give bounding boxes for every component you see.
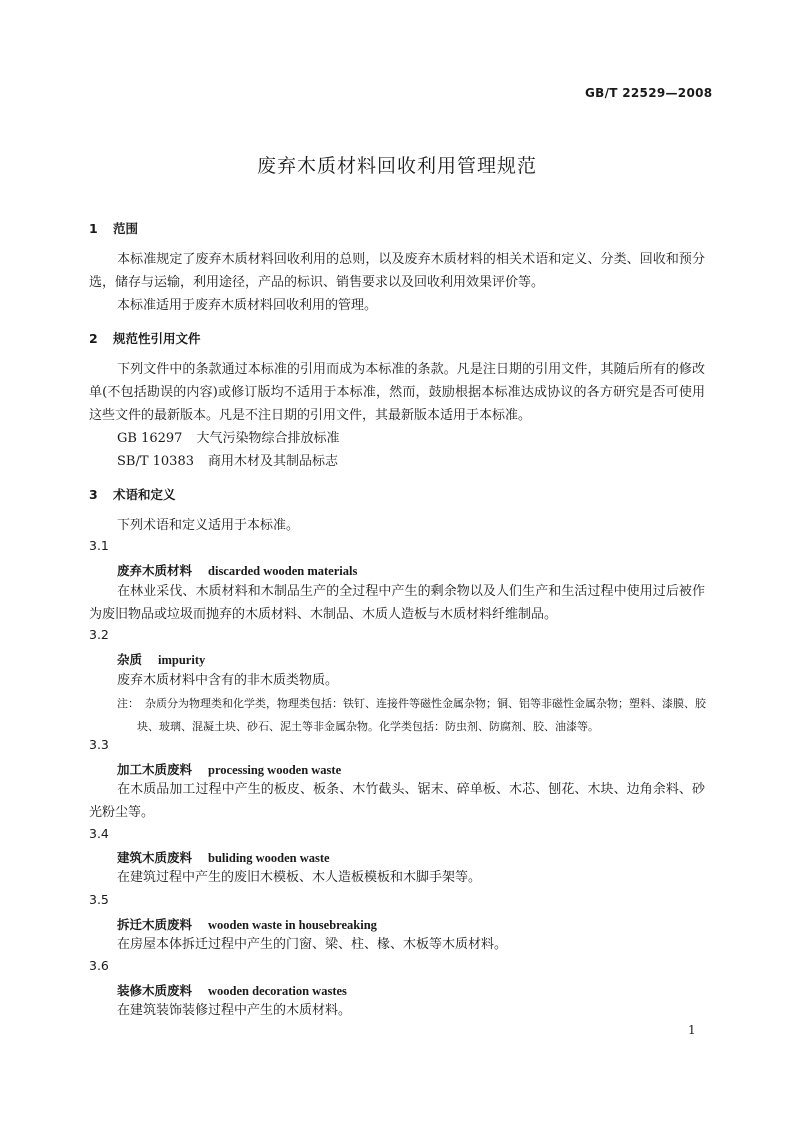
reference-item <box>117 427 339 450</box>
term-chinese: 建筑木质废料 <box>117 850 193 865</box>
section-title: 范围 <box>113 221 139 236</box>
clause-number: 3.1 <box>89 538 109 553</box>
term-chinese: 装修木质废料 <box>117 983 193 998</box>
term-entry <box>117 561 357 579</box>
note-text: 块、玻璃、混凝土块、砂石、泥土等非金属杂物。化学类包括：防虫剂、防腐剂、胶、油漆等。 <box>137 720 599 733</box>
clause-number: 3.4 <box>89 826 109 841</box>
term-entry <box>117 650 205 668</box>
clause-number: 3.3 <box>89 737 109 752</box>
paragraph-text: 本标准适用于废弃木质材料回收利用的管理。 <box>117 298 378 313</box>
term-definition <box>89 580 705 626</box>
reference-name: 大气污染物综合排放标准 <box>196 431 340 446</box>
note-block <box>117 692 705 738</box>
section-1-paragraph-1 <box>89 248 705 294</box>
note-line <box>117 692 705 715</box>
clause-number: 3.6 <box>89 958 109 973</box>
section-2-heading <box>89 329 201 347</box>
term-entry <box>117 760 341 778</box>
section-1-paragraph-2 <box>89 294 705 317</box>
paragraph-text: 本标准规定了废弃木质材料回收利用的总则，以及废弃木质材料的相关术语和定义、分类、回收和预分选，储存与运输，利用途径，产品的标识、销售要求以及回收利用效果评价等。 <box>89 252 705 290</box>
term-definition: 在建筑装饰装修过程中产生的木质材料。 <box>117 1003 352 1018</box>
term-english: wooden waste in housebreaking <box>208 918 377 932</box>
term-chinese: 杂质 <box>117 652 143 667</box>
section-2-paragraph-1 <box>89 358 705 427</box>
definition-text: 在林业采伐、木质材料和木制品生产的全过程中产生的剩余物以及人们生产和生活过程中使用过后被作为废旧物品或垃圾而抛弃的木质材料、木制品、木质人造板与木质材料纤维制品。 <box>89 584 705 622</box>
reference-code: SB/T 10383 <box>117 454 194 469</box>
term-english: wooden decoration wastes <box>208 984 347 998</box>
standard-number: GB/T 22529—2008 <box>585 86 713 100</box>
section-1-heading <box>89 219 138 237</box>
term-entry <box>117 915 377 933</box>
clause-number: 3.5 <box>89 892 109 907</box>
section-3-intro: 下列术语和定义适用于本标准。 <box>117 518 300 533</box>
page-title: 废弃木质材料回收利用管理规范 <box>256 155 537 177</box>
section-number: 2 <box>89 331 98 346</box>
note-label: 注： <box>117 697 139 710</box>
term-english: buliding wooden waste <box>208 851 330 865</box>
term-definition: 废弃木质材料中含有的非木质类物质。 <box>117 673 339 688</box>
note-line <box>117 715 705 738</box>
section-number: 3 <box>89 487 98 502</box>
paragraph-text: 下列文件中的条款通过本标准的引用而成为本标准的条款。凡是注日期的引用文件，其随后所有的修改单(不包括勘误的内容)或修订版均不适用于本标准，然而，鼓励根据本标准达成协议的各方研究是否可使用这些文件的最新版本。凡是不注日期的引用文件，其最新版本适用于本标准。 <box>89 362 705 423</box>
term-chinese: 废弃木质材料 <box>117 563 193 578</box>
term-english: discarded wooden materials <box>208 564 358 578</box>
reference-item <box>117 450 338 473</box>
section-3-heading <box>89 485 176 503</box>
section-title: 术语和定义 <box>113 487 176 502</box>
note-text: 杂质分为物理类和化学类，物理类包括：铁钉、连接件等磁性金属杂物；铜、铝等非磁性金属杂物；塑料、漆膜、胶 <box>145 697 706 710</box>
term-english: impurity <box>158 653 206 667</box>
reference-name: 商用木材及其制品标志 <box>208 454 339 469</box>
term-entry <box>117 848 330 866</box>
section-title: 规范性引用文件 <box>113 331 201 346</box>
section-number: 1 <box>89 221 98 236</box>
page-number: 1 <box>688 1023 696 1037</box>
term-definition: 在房屋本体拆迁过程中产生的门窗、梁、柱、椽、木板等木质材料。 <box>117 937 508 952</box>
term-chinese: 拆迁木质废料 <box>117 917 193 932</box>
reference-code: GB 16297 <box>117 431 183 446</box>
clause-number: 3.2 <box>89 627 109 642</box>
term-english: processing wooden waste <box>208 763 342 777</box>
term-definition <box>89 778 705 824</box>
term-chinese: 加工木质废料 <box>117 762 193 777</box>
term-definition: 在建筑过程中产生的废旧木模板、木人造板模板和木脚手架等。 <box>117 870 482 885</box>
term-entry <box>117 981 347 999</box>
definition-text: 在木质品加工过程中产生的板皮、板条、木竹截头、锯末、碎单板、木芯、刨花、木块、边角余料、砂光粉尘等。 <box>89 782 705 820</box>
